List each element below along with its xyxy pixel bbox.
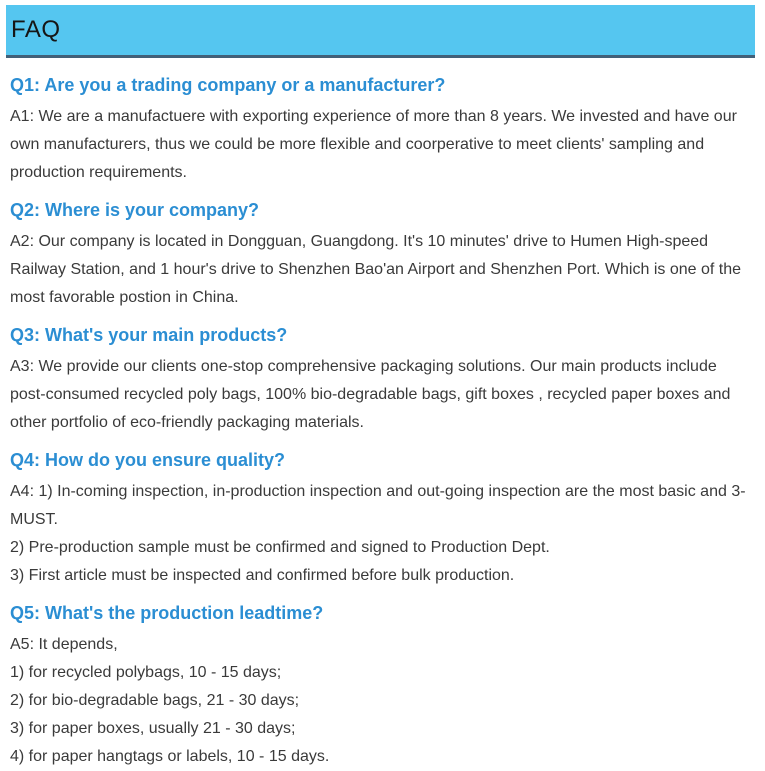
faq-section-q5	[10, 600, 755, 771]
faq-section-q3	[10, 322, 755, 437]
question-heading: Q3: What's your main products?	[10, 325, 288, 345]
question-heading: Q2: Where is your company?	[10, 200, 260, 220]
answer-line: A2: Our company is located in Dongguan, Guangdong. It's 10 minutes' drive to Humen High-speed Railway Station, and 1 hour's drive to Shenzhen Bao'an Airport and Shenzhen Port. Which is one of the most favorable postion in China.	[10, 233, 741, 306]
answer-line: 3) First article must be inspected and confirmed before bulk production.	[10, 567, 515, 584]
answer-line: 3) for paper boxes, usually 21 - 30 days;	[10, 720, 296, 737]
question-heading: Q1: Are you a trading company or a manufacturer?	[10, 75, 446, 95]
answer-line: A1: We are a manufactuere with exporting experience of more than 8 years. We invested and have our own manufacturers, thus we could be more flexible and coorperative to meet clients' sampling and production requirements.	[10, 108, 737, 181]
faq-header-bar	[6, 5, 755, 58]
question-heading: Q5: What's the production leadtime?	[10, 603, 324, 623]
answer-line: A4: 1) In-coming inspection, in-production inspection and out-going inspection are the most basic and 3-MUST.	[10, 483, 746, 528]
answer-line: A3: We provide our clients one-stop comprehensive packaging solutions. Our main products include post-consumed recycled poly bags, 100% bio-degradable bags, gift boxes , recycled paper boxes and other portfolio of eco-friendly packaging materials.	[10, 358, 731, 431]
answer-line: 4) for paper hangtags or labels, 10 - 15 days.	[10, 748, 330, 765]
faq-content	[0, 72, 765, 771]
faq-section-q4	[10, 447, 755, 590]
answer-line: 2) Pre-production sample must be confirmed and signed to Production Dept.	[10, 539, 550, 556]
faq-section-q1	[10, 72, 755, 187]
answer-line: 2) for bio-degradable bags, 21 - 30 days;	[10, 692, 300, 709]
answer-line: 1) for recycled polybags, 10 - 15 days;	[10, 664, 282, 681]
faq-section-q2	[10, 197, 755, 312]
question-heading: Q4: How do you ensure quality?	[10, 450, 286, 470]
faq-title: FAQ	[11, 16, 61, 43]
answer-line: A5: It depends,	[10, 636, 118, 653]
